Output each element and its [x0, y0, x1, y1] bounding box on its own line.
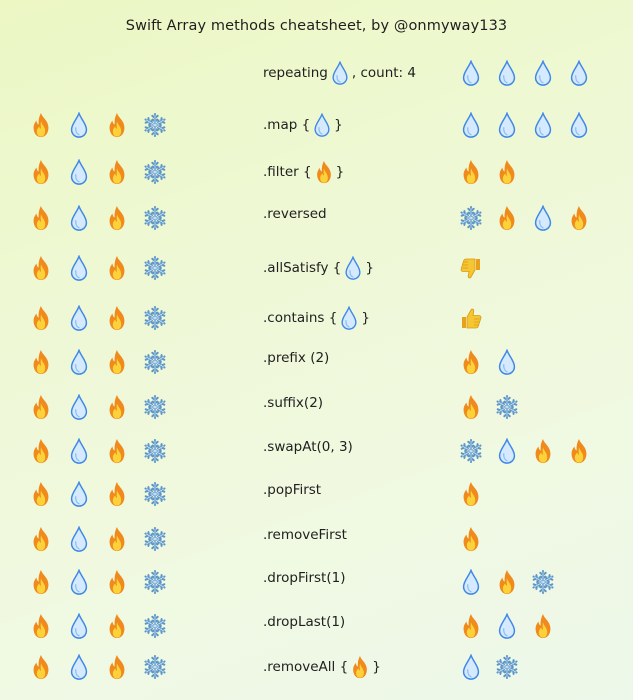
fire-icon	[104, 526, 130, 552]
method-label	[263, 61, 416, 85]
fire-icon	[104, 654, 130, 680]
method-label	[263, 655, 381, 679]
fire-icon	[458, 349, 484, 375]
fire-icon	[104, 349, 130, 375]
method-suffix: }	[361, 310, 370, 326]
input-array	[28, 255, 168, 281]
snow-icon	[142, 159, 168, 185]
result-array	[458, 569, 618, 595]
snow-icon	[142, 654, 168, 680]
input-array	[28, 654, 168, 680]
snow-icon	[142, 255, 168, 281]
method-name: .reversed	[263, 206, 327, 222]
result-array	[458, 394, 618, 420]
input-array	[28, 613, 168, 639]
method-name: .removeAll {	[263, 659, 349, 675]
water-icon	[66, 481, 92, 507]
water-icon	[311, 113, 333, 137]
water-icon	[458, 112, 484, 138]
fire-icon	[104, 255, 130, 281]
snow-icon	[142, 349, 168, 375]
snow-icon	[142, 569, 168, 595]
method-name: .dropLast(1)	[263, 614, 346, 630]
fire-icon	[28, 613, 54, 639]
input-array	[28, 205, 168, 231]
method-label	[263, 256, 374, 280]
fire-icon	[28, 394, 54, 420]
water-icon	[458, 569, 484, 595]
fire-icon	[28, 305, 54, 331]
method-name: .prefix (2)	[263, 350, 330, 366]
water-icon	[494, 613, 520, 639]
water-icon	[66, 255, 92, 281]
fire-icon	[28, 569, 54, 595]
result-array	[458, 112, 618, 138]
water-icon	[66, 349, 92, 375]
method-suffix: }	[335, 164, 345, 180]
snow-icon	[142, 112, 168, 138]
method-label	[263, 350, 329, 366]
method-label	[263, 482, 321, 498]
input-array	[28, 569, 168, 595]
water-icon	[566, 112, 592, 138]
water-icon	[66, 526, 92, 552]
fire-icon	[28, 349, 54, 375]
water-icon	[530, 112, 556, 138]
water-icon	[66, 394, 92, 420]
water-icon	[458, 60, 484, 86]
input-array	[28, 526, 168, 552]
water-icon	[530, 60, 556, 86]
water-icon	[66, 654, 92, 680]
input-array	[28, 112, 168, 138]
fire-icon	[458, 613, 484, 639]
input-array	[28, 349, 168, 375]
fire-icon	[494, 205, 520, 231]
water-icon	[494, 438, 520, 464]
snow-icon	[458, 205, 484, 231]
result-array	[458, 438, 618, 464]
result-array	[458, 613, 618, 639]
fire-icon	[104, 112, 130, 138]
fire-icon	[458, 481, 484, 507]
fire-icon	[104, 438, 130, 464]
result-array	[458, 526, 618, 552]
water-icon	[66, 159, 92, 185]
method-name: .contains {	[263, 310, 338, 326]
fire-icon	[494, 569, 520, 595]
water-icon	[494, 112, 520, 138]
fire-icon	[458, 159, 484, 185]
fire-icon	[458, 526, 484, 552]
fire-icon	[28, 654, 54, 680]
fire-icon	[530, 438, 556, 464]
water-icon	[66, 112, 92, 138]
result-array	[458, 654, 618, 680]
input-array	[28, 305, 168, 331]
method-label	[263, 527, 347, 543]
result-array	[458, 349, 618, 375]
method-name: .dropFirst(1)	[263, 570, 346, 586]
fire-icon	[28, 112, 54, 138]
method-label	[263, 439, 353, 455]
method-label	[263, 160, 344, 184]
method-suffix: }	[372, 659, 381, 675]
water-icon	[66, 613, 92, 639]
fire-icon	[28, 481, 54, 507]
method-label	[263, 614, 345, 630]
fire-icon	[104, 569, 130, 595]
fire-icon	[28, 526, 54, 552]
fire-icon	[494, 159, 520, 185]
fire-icon	[104, 205, 130, 231]
water-icon	[566, 60, 592, 86]
fire-icon	[313, 160, 335, 184]
fire-icon	[566, 438, 592, 464]
method-label	[263, 395, 323, 411]
result-array	[458, 481, 618, 507]
input-array	[28, 481, 168, 507]
input-array	[28, 438, 168, 464]
water-icon	[66, 205, 92, 231]
water-icon	[342, 256, 364, 280]
result-array	[458, 305, 618, 331]
snow-icon	[494, 394, 520, 420]
snow-icon	[142, 526, 168, 552]
method-label	[263, 306, 370, 330]
fire-icon	[530, 613, 556, 639]
fire-icon	[349, 655, 371, 679]
method-suffix: }	[334, 117, 343, 133]
snow-icon	[530, 569, 556, 595]
thumbs-up-icon	[458, 305, 484, 331]
result-array	[458, 255, 618, 281]
method-name: repeating	[263, 65, 328, 81]
fire-icon	[28, 159, 54, 185]
fire-icon	[28, 255, 54, 281]
fire-icon	[104, 305, 130, 331]
result-array	[458, 205, 618, 231]
fire-icon	[28, 205, 54, 231]
water-icon	[530, 205, 556, 231]
snow-icon	[494, 654, 520, 680]
water-icon	[66, 305, 92, 331]
method-name: .swapAt(0, 3)	[263, 439, 353, 455]
water-icon	[66, 569, 92, 595]
snow-icon	[142, 394, 168, 420]
water-icon	[338, 306, 360, 330]
method-suffix: , count: 4	[351, 65, 416, 81]
page-title: Swift Array methods cheatsheet, by @onmyway133	[125, 18, 508, 34]
fire-icon	[566, 205, 592, 231]
method-name: .filter {	[263, 164, 312, 180]
result-array	[458, 60, 618, 86]
snow-icon	[142, 205, 168, 231]
result-array	[458, 159, 618, 185]
method-label	[263, 570, 345, 586]
method-suffix: }	[365, 260, 374, 276]
fire-icon	[104, 613, 130, 639]
fire-icon	[104, 481, 130, 507]
snow-icon	[142, 481, 168, 507]
water-icon	[66, 438, 92, 464]
water-icon	[329, 61, 351, 85]
method-name: .suffix(2)	[263, 395, 324, 411]
method-name: .map {	[263, 117, 311, 133]
method-label	[263, 206, 327, 222]
snow-icon	[142, 305, 168, 331]
snow-icon	[458, 438, 484, 464]
method-name: .popFirst	[263, 482, 322, 498]
snow-icon	[142, 438, 168, 464]
method-label	[263, 113, 343, 137]
input-array	[28, 394, 168, 420]
fire-icon	[104, 159, 130, 185]
input-array	[28, 159, 168, 185]
snow-icon	[142, 613, 168, 639]
fire-icon	[104, 394, 130, 420]
fire-icon	[28, 438, 54, 464]
water-icon	[458, 654, 484, 680]
water-icon	[494, 60, 520, 86]
fire-icon	[458, 394, 484, 420]
method-name: .allSatisfy {	[263, 260, 342, 276]
thumbs-down-icon	[458, 255, 484, 281]
method-name: .removeFirst	[263, 527, 347, 543]
water-icon	[494, 349, 520, 375]
